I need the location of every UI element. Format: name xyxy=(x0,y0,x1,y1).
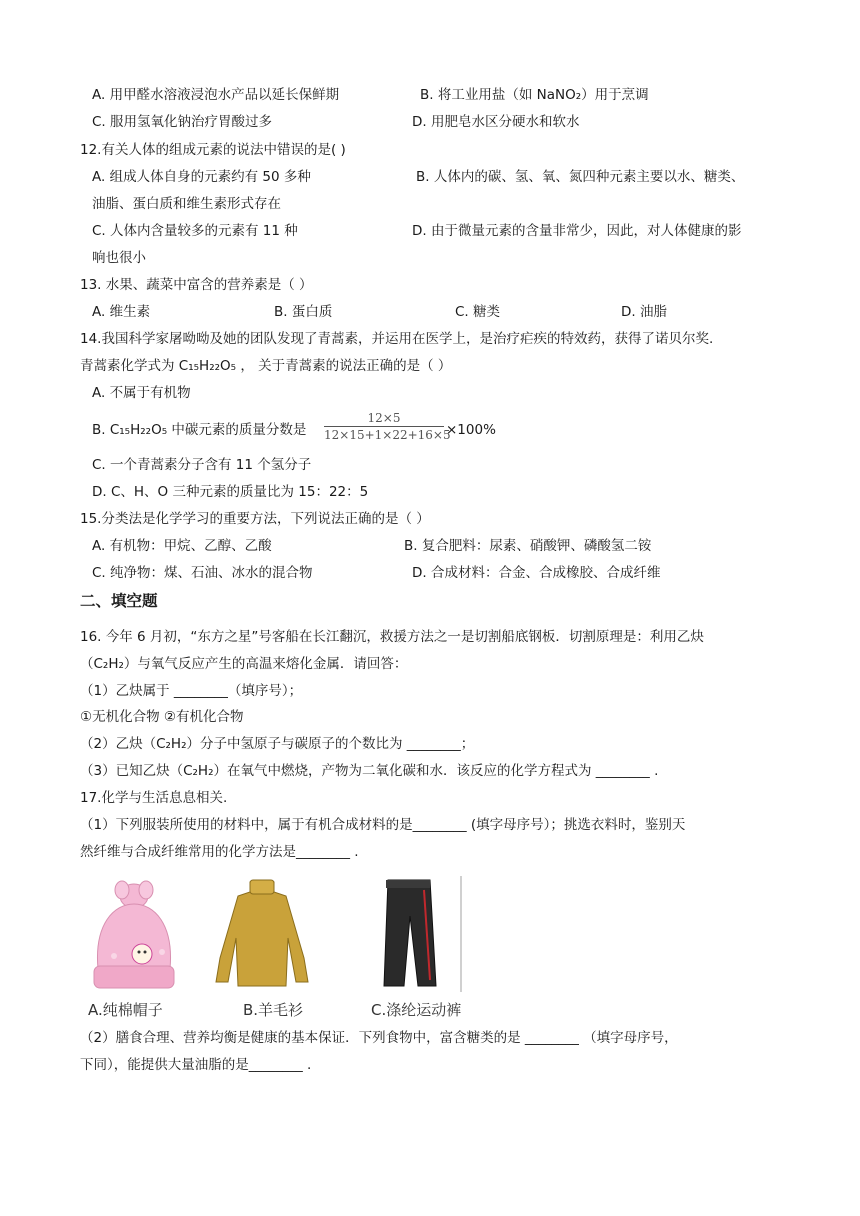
q13-option-d: D. 油脂 xyxy=(621,304,667,320)
q13-option-c: C. 糖类 xyxy=(455,304,501,320)
q15-option-b: B. 复合肥料：尿素、硝酸钾、磷酸氢二铵 xyxy=(404,538,652,554)
fraction-numerator: 12×5 xyxy=(367,411,401,425)
q15-option-c: C. 纯净物：煤、石油、冰水的混合物 xyxy=(92,565,313,581)
q14-option-b-tail: ×100% xyxy=(446,422,496,438)
section-heading-fill-in: 二、填空题 xyxy=(80,592,158,610)
q16-part-3: （3）已知乙炔（C₂H₂）在氧气中燃烧，产物为二氧化碳和水．该反应的化学方程式为 ________ . xyxy=(80,763,659,779)
question-13: 13. 水果、蔬菜中富含的营养素是（ ） xyxy=(80,277,313,293)
q13-option-b: B. 蛋白质 xyxy=(274,304,333,320)
fraction-denominator: 12×15+1×22+16×5 xyxy=(324,428,451,442)
question-14: 14.我国科学家屠呦呦及她的团队发现了青蒿素，并运用在医学上，是治疗疟疾的特效药，获得了诺贝尔奖. xyxy=(80,331,714,347)
fraction-bar xyxy=(324,426,444,427)
mass-fraction-formula xyxy=(324,411,451,442)
question-15: 15.分类法是化学学习的重要方法，下列说法正确的是（ ） xyxy=(80,511,430,527)
option-d: D. 用肥皂水区分硬水和软水 xyxy=(412,114,580,130)
q12-option-d-cont: 响也很小 xyxy=(92,250,146,266)
q16-part-2: （2）乙炔（C₂H₂）分子中氢原子与碳原子的个数比为 ________； xyxy=(80,736,475,752)
wool-sweater-image xyxy=(212,878,312,990)
question-16-cont: （C₂H₂）与氧气反应产生的高温来熔化金属．请回答： xyxy=(80,656,408,672)
q16-part-1: （1）乙炔属于 ________（填序号）； xyxy=(80,683,303,699)
question-14-cont: 青蒿素化学式为 C₁₅H₂₂O₅ ， 关于青蒿素的说法正确的是（ ） xyxy=(80,358,452,374)
q14-option-a: A. 不属于有机物 xyxy=(92,385,191,401)
question-17: 17.化学与生活息息相关. xyxy=(80,790,228,806)
q14-option-d: D. C、H、O 三种元素的质量比为 15：22：5 xyxy=(92,484,369,500)
question-12: 12.有关人体的组成元素的说法中错误的是( ) xyxy=(80,142,346,158)
option-c: C. 服用氢氧化钠治疗胃酸过多 xyxy=(92,114,273,130)
caption-c: C.涤纶运动裤 xyxy=(371,1001,462,1019)
option-b: B. 将工业用盐（如 NaNO₂）用于烹调 xyxy=(420,87,649,103)
q17-part-2: （2）膳食合理、营养均衡是健康的基本保证．下列食物中，富含糖类的是 ________ （填字母序号， xyxy=(80,1030,678,1046)
q12-option-d: D. 由于微量元素的含量非常少，因此，对人体健康的影 xyxy=(412,223,742,239)
q12-option-c: C. 人体内含量较多的元素有 11 种 xyxy=(92,223,298,239)
q17-part-1: （1）下列服装所使用的材料中，属于有机合成材料的是________ (填字母序号）；挑选衣料时，鉴别天 xyxy=(80,817,686,833)
q12-option-a: A. 组成人体自身的元素约有 50 多种 xyxy=(92,169,311,185)
q15-option-d: D. 合成材料：合金、合成橡胶、合成纤维 xyxy=(412,565,661,581)
q17-part-2-cont: 下同），能提供大量油脂的是________ . xyxy=(80,1057,312,1073)
q14-option-c: C. 一个青蒿素分子含有 11 个氢分子 xyxy=(92,457,312,473)
polyester-pants-image xyxy=(372,876,464,992)
q15-option-a: A. 有机物：甲烷、乙醇、乙酸 xyxy=(92,538,272,554)
q14-option-b: B. C₁₅H₂₂O₅ 中碳元素的质量分数是 xyxy=(92,422,307,438)
q16-part-1-options: ①无机化合物 ②有机化合物 xyxy=(80,709,244,725)
q12-option-b-cont: 油脂、蛋白质和维生素形式存在 xyxy=(92,196,281,212)
question-16: 16. 今年 6 月初，“东方之星”号客船在长江翻沉，救援方法之一是切割船底钢板．切割原理是：利用乙炔 xyxy=(80,629,704,645)
q17-part-1-cont: 然纤维与合成纤维常用的化学方法是________ . xyxy=(80,844,359,860)
caption-b: B.羊毛衫 xyxy=(243,1001,304,1019)
caption-a: A.纯棉帽子 xyxy=(88,1001,163,1019)
q13-option-a: A. 维生素 xyxy=(92,304,151,320)
option-a: A. 用甲醛水溶液浸泡水产品以延长保鲜期 xyxy=(92,87,340,103)
q12-option-b: B. 人体内的碳、氢、氧、氮四种元素主要以水、糖类、 xyxy=(416,169,745,185)
cotton-hat-image xyxy=(84,874,184,994)
